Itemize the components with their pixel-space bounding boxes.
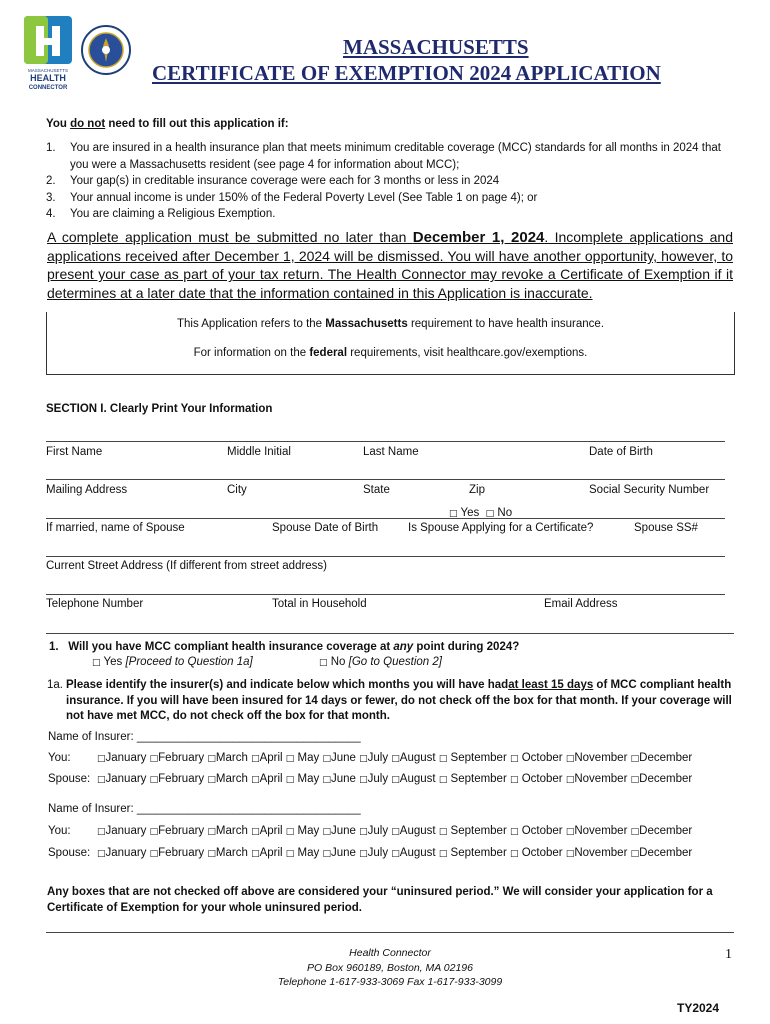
month-checkbox[interactable]: □ May [285,752,320,764]
month-checkbox[interactable]: □March [207,773,248,785]
month-checkbox[interactable]: □August [391,752,436,764]
email-label: Email Address [544,598,618,610]
exemption-criteria-list [46,140,736,223]
last-name-label: Last Name [363,446,419,458]
spouse-applying-options: □ Yes □ No [449,507,513,519]
month-checkbox[interactable]: □July [359,847,389,859]
spouse-months-1 [97,773,692,785]
divider [46,633,734,634]
spouse-row-line[interactable] [46,518,725,519]
month-checkbox[interactable]: □November [565,825,628,837]
intro-heading: You do not need to fill out this application if: [46,118,289,130]
you-months-2 [97,825,692,837]
month-checkbox[interactable]: □April [251,773,283,785]
svg-text:MASSACHUSETTS: MASSACHUSETTS [27,68,69,73]
current-street-label: Current Street Address (If different from street address) [46,560,328,572]
month-checkbox[interactable]: □February [149,773,205,785]
footer-org: Health Connector [349,947,431,959]
question-1: 1. Will you have MCC compliant health insurance coverage at any point during 2024? [49,641,520,653]
q1-yes-option[interactable]: □ Yes [Proceed to Question 1a] [92,656,253,668]
page-number: 1 [725,947,732,962]
month-checkbox[interactable]: □July [359,752,389,764]
month-checkbox[interactable]: □ May [285,773,320,785]
no-checkbox[interactable]: □ [485,509,495,519]
uninsured-period-note: Any boxes that are not checked off above are considered your “uninsured period.” We will consider your application for a Certificate of Exemption for your whole uninsured period. [47,886,713,914]
checkbox-icon[interactable]: □ [319,658,328,668]
month-checkbox[interactable]: □March [207,847,248,859]
svg-text:HEALTH: HEALTH [30,73,66,83]
spouse-months-2 [97,847,692,859]
you-months-1 [97,752,692,764]
month-checkbox[interactable]: □July [359,825,389,837]
month-checkbox[interactable]: □June [322,773,356,785]
month-checkbox[interactable]: □December [630,847,693,859]
month-checkbox[interactable]: □June [322,825,356,837]
notice-line-2: For information on the federal requirements, visit healthcare.gov/exemptions. [193,347,588,359]
month-checkbox[interactable]: □August [391,847,436,859]
svg-text:CONNECTOR: CONNECTOR [28,85,68,91]
zip-label: Zip [469,484,485,496]
month-checkbox[interactable]: □February [149,847,205,859]
month-checkbox[interactable]: □January [97,773,147,785]
list-item: 4. You are claiming a Religious Exemption. [46,208,276,220]
spouse-label-2: Spouse: [48,847,91,859]
checkbox-icon[interactable]: □ [92,658,101,668]
month-checkbox[interactable]: □March [207,825,248,837]
month-checkbox[interactable]: □ October [510,773,563,785]
address-row-line[interactable] [46,479,725,480]
household-label: Total in Household [272,598,367,610]
section-1-heading: SECTION I. Clearly Print Your Information [46,403,273,415]
spouse-ssn-label: Spouse SS# [634,522,698,534]
month-checkbox[interactable]: □June [322,847,356,859]
month-checkbox[interactable]: □ May [285,825,320,837]
month-checkbox[interactable]: □December [630,825,693,837]
month-checkbox[interactable]: □ September [438,773,507,785]
you-label-1: You: [48,752,71,764]
month-checkbox[interactable]: □ May [285,847,320,859]
month-checkbox[interactable]: □December [630,773,693,785]
ssn-label: Social Security Number [589,484,710,496]
month-checkbox[interactable]: □ September [438,825,507,837]
name-row-line[interactable] [46,441,725,442]
month-checkbox[interactable]: □ October [510,847,563,859]
street-row-line[interactable] [46,556,725,557]
spouse-name-label: If married, name of Spouse [46,522,185,534]
insurer-2-field[interactable]: ___________________________________ [136,803,361,815]
spouse-label-1: Spouse: [48,773,91,785]
health-connector-logo [22,14,74,92]
month-checkbox[interactable]: □January [97,847,147,859]
mailing-address-label: Mailing Address [46,484,128,496]
month-checkbox[interactable]: □January [97,825,147,837]
first-name-label: First Name [46,446,103,458]
spouse-dob-label: Spouse Date of Birth [272,522,379,534]
insurer-1-label: Name of Insurer: ___________________________________ [48,731,361,743]
city-label: City [227,484,247,496]
month-checkbox[interactable]: □August [391,773,436,785]
month-checkbox[interactable]: □November [565,773,628,785]
month-checkbox[interactable]: □August [391,825,436,837]
telephone-label: Telephone Number [46,598,144,610]
month-checkbox[interactable]: □February [149,752,205,764]
q1-no-option[interactable]: □ No [Go to Question 2] [319,656,442,668]
list-item: 2. Your gap(s) in creditable insurance coverage were each for 3 months or less in 2024 [46,175,500,187]
footer-address [250,946,530,990]
footer-phone: Telephone 1-617-933-3069 Fax 1-617-933-3099 [277,976,503,988]
month-checkbox[interactable]: □December [630,752,693,764]
footer-divider [46,932,734,933]
state-seal-logo [80,24,132,76]
yes-checkbox[interactable]: □ [449,509,458,519]
notice-line-1: This Application refers to the Massachusetts requirement to have health insurance. [176,318,605,330]
deadline-notice: A complete application must be submitted no later than December 1, 2024. Incomplete applications and applications received after December 1, 2024 will be dismissed. You will have another opportunity, however, to present your case as part of your tax return. The Health Connector may revoke a Certificate of Exemption if it determines at a later date that the information contained in this Application is inaccurate. [47,229,733,301]
month-checkbox[interactable]: □March [207,752,248,764]
month-checkbox[interactable]: □February [149,825,205,837]
you-label-2: You: [48,825,71,837]
month-checkbox[interactable]: □November [565,752,628,764]
month-checkbox[interactable]: □April [251,847,283,859]
month-checkbox[interactable]: □ September [438,847,507,859]
insurer-2-label: Name of Insurer: ___________________________________ [48,803,361,815]
dob-label: Date of Birth [589,446,653,458]
list-item: 3. Your annual income is under 150% of the Federal Poverty Level (See Table 1 on page 4); or [46,191,538,204]
middle-initial-label: Middle Initial [227,446,291,458]
contact-row-line[interactable] [46,594,725,595]
month-checkbox[interactable]: □November [565,847,628,859]
month-checkbox[interactable]: □ September [438,752,507,764]
list-item: 1. You are insured in a health insurance plan that meets minimum creditable coverage (MCC) standards for all months in 2024 that you were a Massachusetts resident (see page 4 for information about MCC); [46,142,721,171]
page-title: MASSACHUSETTS [343,35,529,59]
state-label: State [363,484,390,496]
month-checkbox[interactable]: □July [359,773,389,785]
month-checkbox[interactable]: □ October [510,752,563,764]
page-subtitle: CERTIFICATE OF EXEMPTION 2024 APPLICATION [152,61,661,85]
month-checkbox[interactable]: □ October [510,825,563,837]
month-checkbox[interactable]: □June [322,752,356,764]
month-checkbox[interactable]: □April [251,752,283,764]
month-checkbox[interactable]: □January [97,752,147,764]
insurer-1-field[interactable]: ___________________________________ [136,731,361,743]
question-1a: 1a. Please identify the insurer(s) and indicate below which months you will have hadat least 15 days of MCC compliant health insurance. If you will have been insured for 14 days or fewer, do not check off the box for that month. If your coverage will not have met MCC, do not check off the box for that month. [47,679,732,722]
footer-po-box: PO Box 960189, Boston, MA 02196 [307,961,473,974]
spouse-applying-label: Is Spouse Applying for a Certificate? [408,522,594,534]
tax-year-code: TY2024 [677,1001,720,1015]
month-checkbox[interactable]: □April [251,825,283,837]
